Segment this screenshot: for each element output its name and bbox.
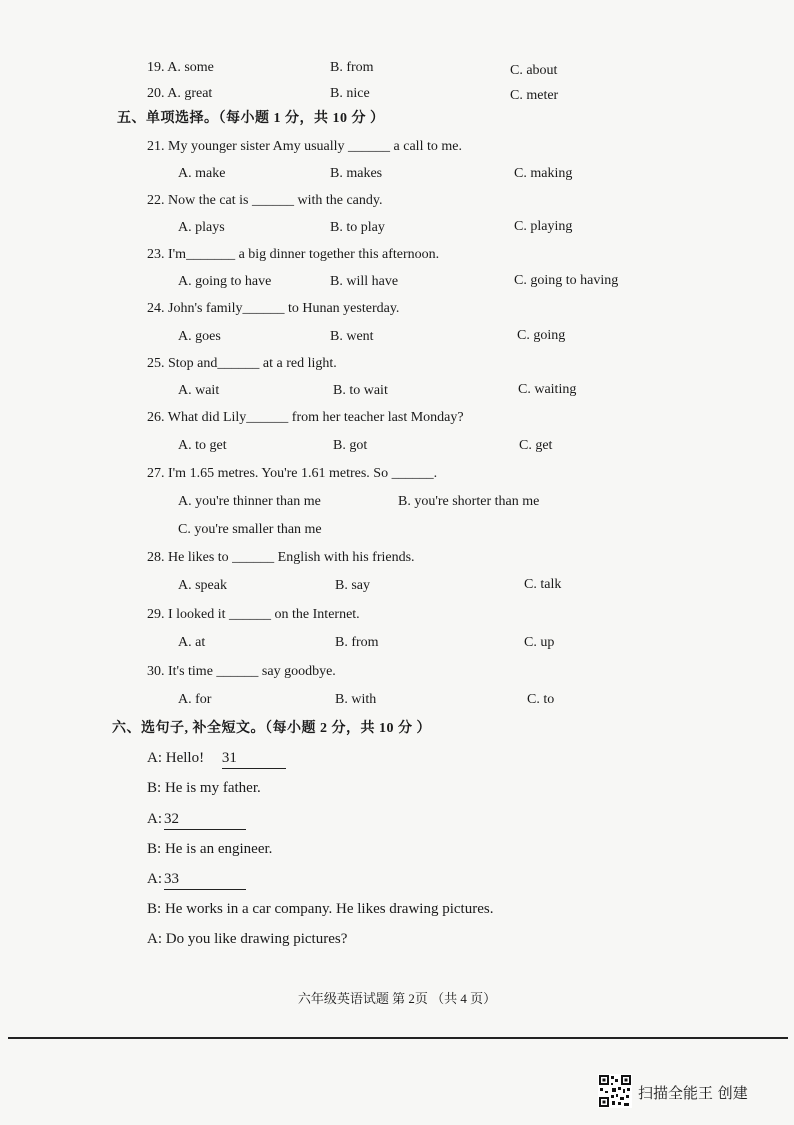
- q29-stem: 29. I looked it ______ on the Internet.: [147, 607, 360, 622]
- dialog-line-3: [147, 809, 246, 830]
- q21-option-a: A. make: [178, 166, 226, 181]
- q26-option-a: A. to get: [178, 438, 227, 453]
- q22-stem: 22. Now the cat is ______ with the candy.: [147, 193, 383, 208]
- q23-option-a: A. going to have: [178, 274, 272, 289]
- bottom-rule: [8, 1037, 788, 1039]
- dialog-speaker: B:: [147, 901, 162, 917]
- q22-option-a: A. plays: [178, 220, 225, 235]
- q20-option-a: 20. A. great: [147, 86, 213, 101]
- q25-stem: 25. Stop and______ at a red light.: [147, 356, 337, 371]
- dialog-speaker: A:: [147, 871, 162, 887]
- q27-option-b: B. you're shorter than me: [398, 494, 540, 509]
- q27-option-a: A. you're thinner than me: [178, 494, 321, 509]
- q24-option-b: B. went: [330, 329, 374, 344]
- q27-stem: 27. I'm 1.65 metres. You're 1.61 metres. So ______.: [147, 466, 438, 481]
- q21-stem: 21. My younger sister Amy usually ______ a call to me.: [147, 139, 462, 154]
- answer-blank[interactable]: [164, 809, 246, 830]
- q24-option-a: A. goes: [178, 329, 221, 344]
- q25-option-b: B. to wait: [333, 383, 388, 398]
- dialog-line-7: [147, 929, 347, 949]
- q24-stem: 24. John's family______ to Hunan yesterday.: [147, 301, 400, 316]
- q20-option-b: B. nice: [330, 86, 370, 101]
- dialog-text: Hello!: [165, 750, 205, 766]
- q19-option-a: 19. A. some: [147, 60, 214, 75]
- q30-option-c: C. to: [527, 692, 555, 707]
- q28-stem: 28. He likes to ______ English with his friends.: [147, 550, 415, 565]
- answer-blank[interactable]: [164, 869, 246, 890]
- q21-option-c: C. making: [514, 166, 573, 181]
- scanner-brand-label: 扫描全能王 创建: [638, 1084, 748, 1102]
- q29-option-b: B. from: [335, 635, 379, 650]
- dialog-line-1: [147, 748, 286, 769]
- q20-option-c: C. meter: [510, 88, 559, 103]
- q23-stem: 23. I'm_______ a big dinner together this afternoon.: [147, 247, 440, 262]
- q23-option-b: B. will have: [330, 274, 399, 289]
- q29-option-c: C. up: [524, 635, 555, 650]
- q30-option-a: A. for: [178, 692, 212, 707]
- answer-blank[interactable]: [222, 748, 286, 769]
- dialog-text: He is an engineer.: [164, 841, 273, 857]
- q22-option-c: C. playing: [514, 219, 573, 234]
- q25-option-a: A. wait: [178, 383, 220, 398]
- q30-stem: 30. It's time ______ say goodbye.: [147, 664, 336, 679]
- dialog-line-2: [147, 778, 261, 798]
- blank-number: 33: [164, 871, 179, 887]
- blank-number: 31: [221, 750, 237, 766]
- dialog-line-6: [147, 899, 493, 919]
- dialog-speaker: A:: [147, 811, 162, 827]
- q26-option-b: B. got: [333, 438, 368, 453]
- dialog-line-4: [147, 839, 272, 859]
- qr-code-icon: [598, 1074, 632, 1108]
- dialog-speaker: B:: [147, 780, 162, 796]
- q22-option-b: B. to play: [330, 220, 385, 235]
- q28-option-a: A. speak: [178, 578, 227, 593]
- section-6-heading: 六、选句子, 补全短文。（每小题 2 分，共 10 分 ）: [112, 721, 431, 736]
- q27-option-c: C. you're smaller than me: [178, 522, 322, 537]
- q19-option-b: B. from: [330, 60, 374, 75]
- dialog-line-5: [147, 869, 246, 890]
- dialog-speaker: A:: [147, 750, 162, 766]
- q26-option-c: C. get: [519, 438, 553, 453]
- q29-option-a: A. at: [178, 635, 206, 650]
- q30-option-b: B. with: [335, 692, 377, 707]
- dialog-speaker: B:: [147, 841, 162, 857]
- dialog-text: He works in a car company. He likes drawing pictures.: [164, 901, 494, 917]
- page-footer: 六年级英语试题 第 2页 （共 4 页）: [297, 991, 497, 1006]
- q21-option-b: B. makes: [330, 166, 383, 181]
- q24-option-c: C. going: [517, 328, 566, 343]
- section-5-heading: 五、单项选择。（每小题 1 分，共 10 分 ）: [117, 111, 385, 126]
- q28-option-c: C. talk: [524, 577, 562, 592]
- q25-option-c: C. waiting: [518, 382, 577, 397]
- blank-number: 32: [164, 811, 179, 827]
- dialog-speaker: A:: [147, 931, 162, 947]
- dialog-text: Do you like drawing pictures?: [165, 931, 348, 947]
- dialog-text: He is my father.: [164, 780, 261, 796]
- q28-option-b: B. say: [335, 578, 370, 593]
- q26-stem: 26. What did Lily______ from her teacher last Monday?: [147, 410, 464, 425]
- q19-option-c: C. about: [510, 63, 558, 78]
- q23-option-c: C. going to having: [514, 273, 619, 288]
